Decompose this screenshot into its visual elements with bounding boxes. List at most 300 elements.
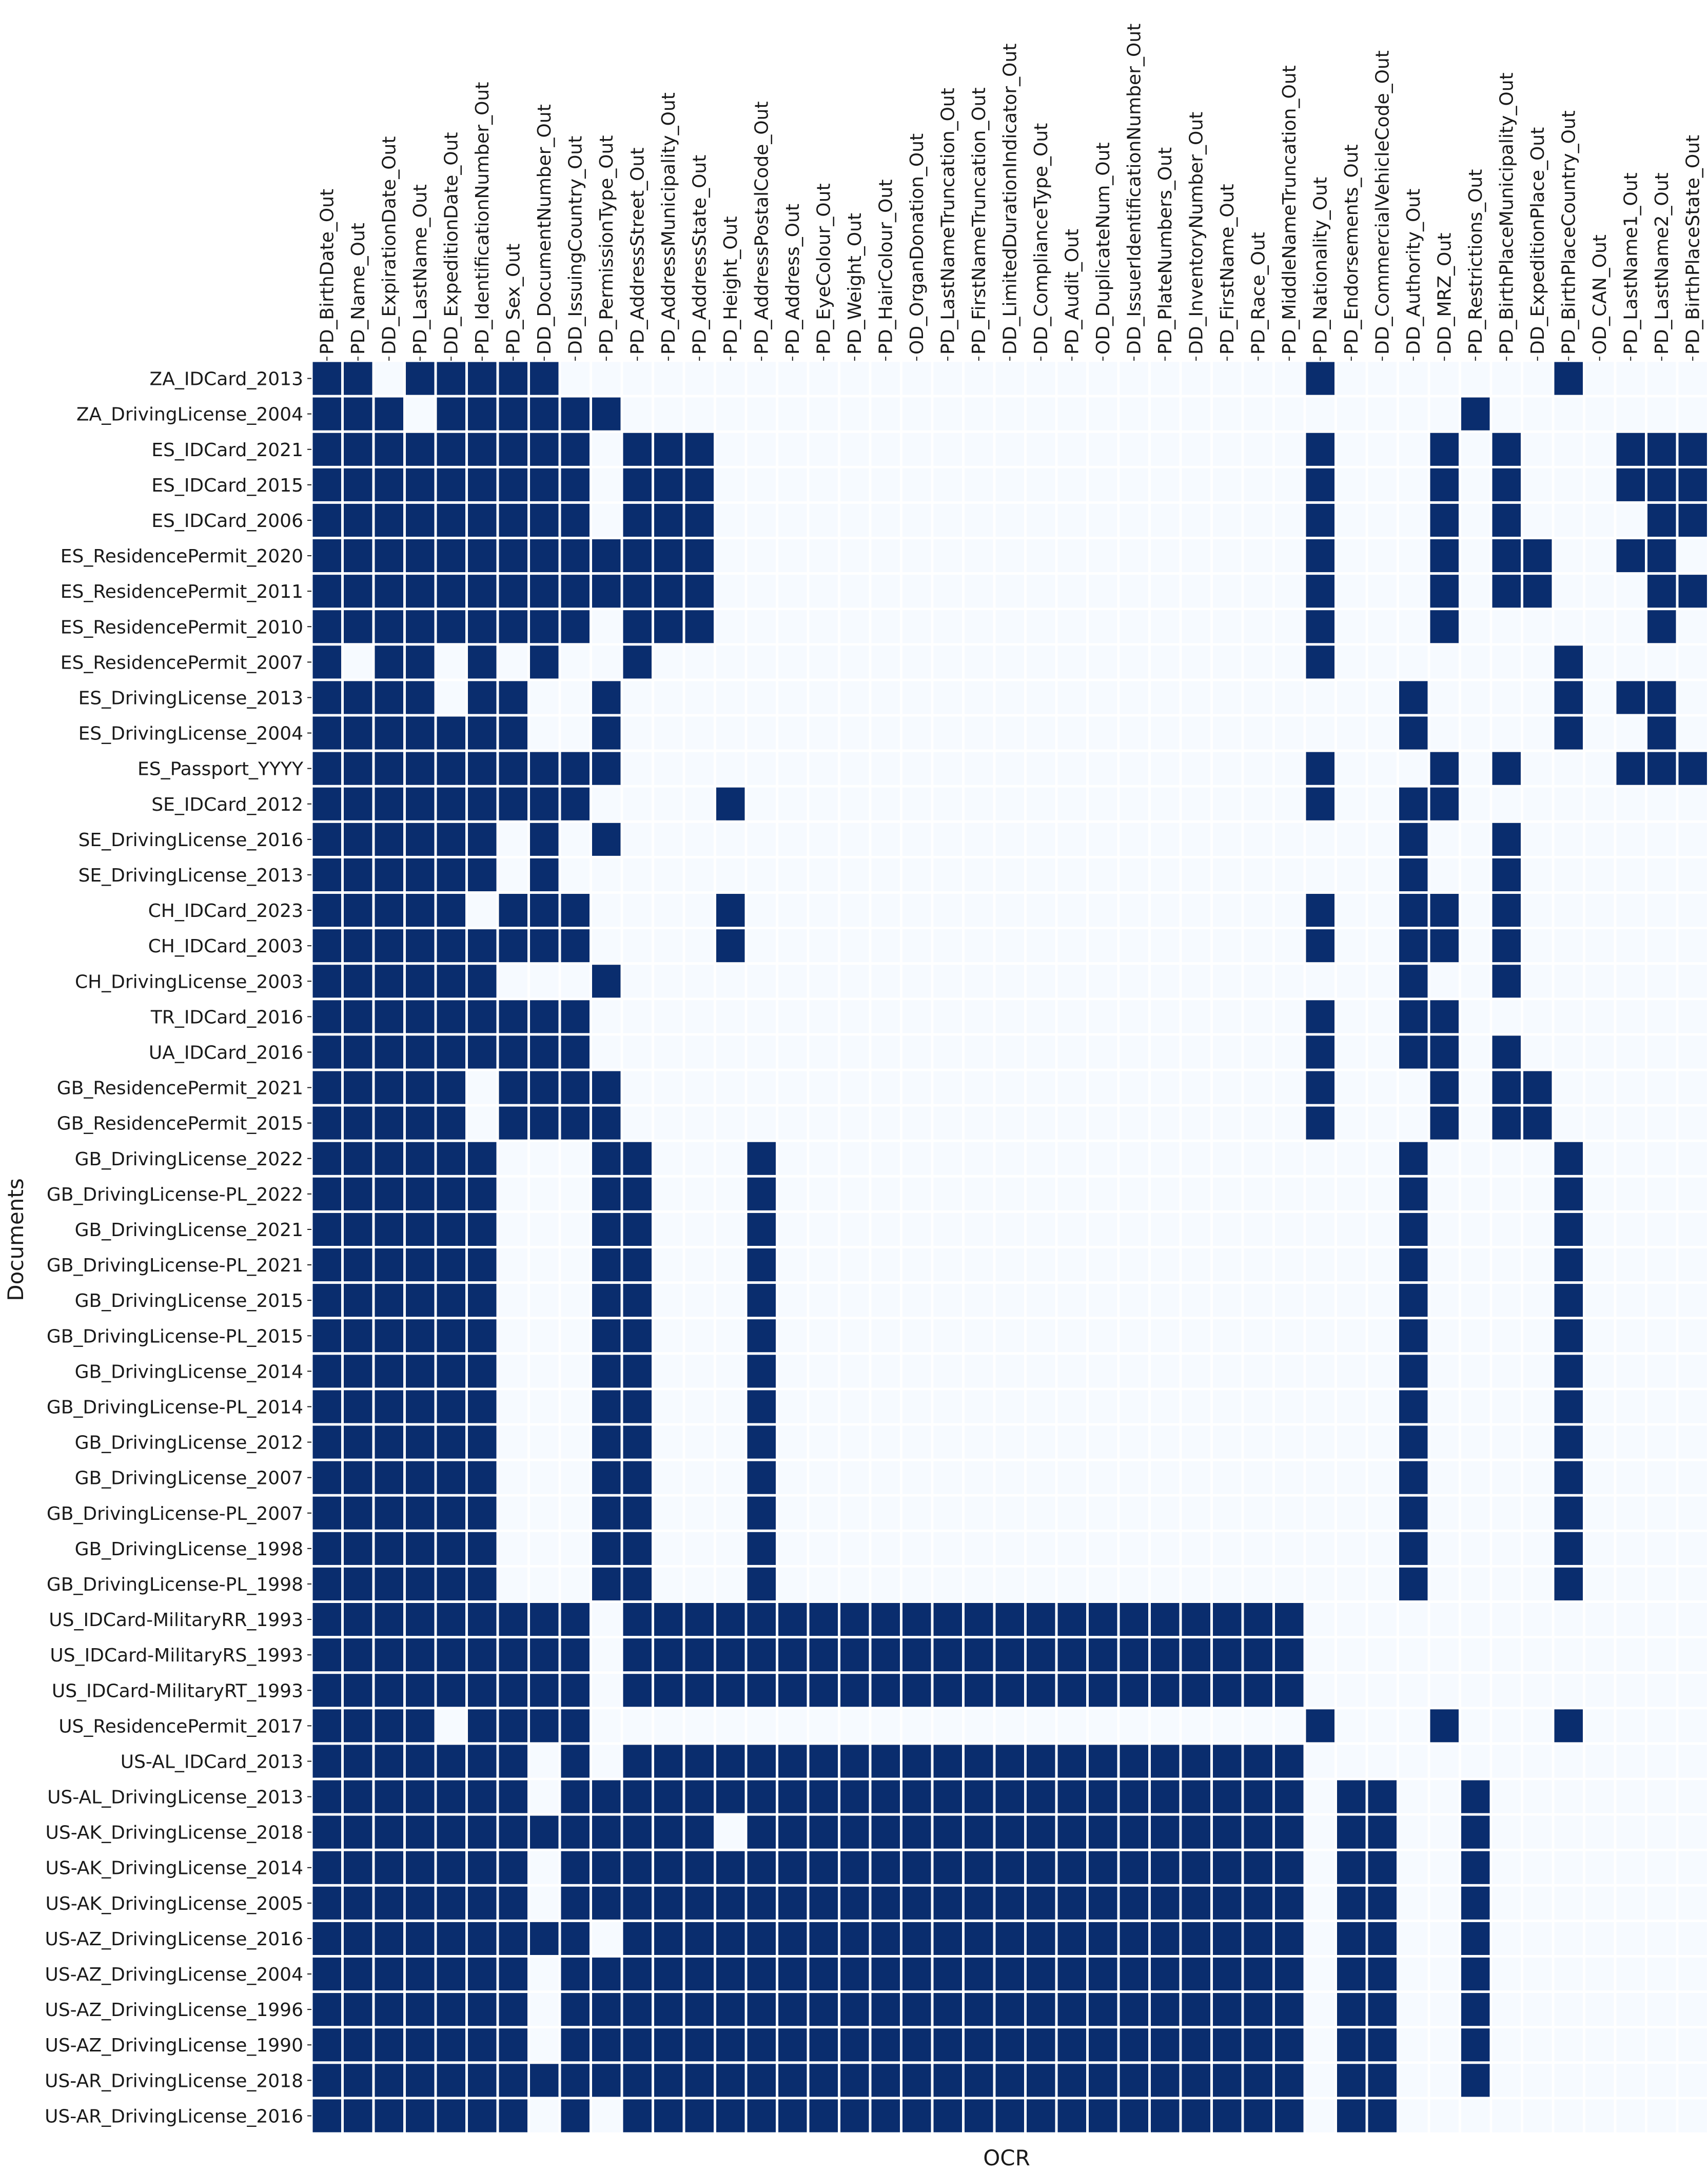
heatmap-cell — [748, 1781, 776, 1813]
heatmap-cell — [1399, 575, 1428, 608]
heatmap-cell — [623, 433, 652, 466]
heatmap-cell — [1493, 1887, 1521, 1920]
heatmap-cell — [1151, 1213, 1180, 1246]
heatmap-cell — [406, 1035, 435, 1068]
heatmap-cell — [375, 398, 404, 431]
heatmap-cell — [406, 504, 435, 537]
heatmap-cell — [623, 468, 652, 501]
heatmap-cell — [965, 468, 993, 501]
heatmap-cell — [1337, 1603, 1366, 1636]
heatmap-cell — [1151, 504, 1180, 537]
heatmap-cell — [1151, 1390, 1180, 1423]
heatmap-cell — [375, 1319, 404, 1352]
heatmap-cell — [499, 1319, 528, 1352]
heatmap-cell — [1647, 504, 1676, 537]
heatmap-cell — [1027, 2064, 1055, 2097]
heatmap-cell — [1461, 965, 1490, 998]
heatmap-cell — [965, 894, 993, 927]
heatmap-cell — [1647, 1142, 1676, 1175]
heatmap-cell — [840, 1142, 869, 1175]
heatmap-cell — [840, 1993, 869, 2026]
x-tick-label: PD_HairColour_Out — [875, 179, 897, 355]
heatmap-cell — [561, 965, 590, 998]
heatmap-cell — [840, 610, 869, 643]
heatmap-cell — [1027, 1568, 1055, 1600]
heatmap-cell — [1617, 646, 1645, 678]
heatmap-cell — [810, 1284, 838, 1317]
heatmap-cell — [1244, 1603, 1273, 1636]
heatmap-cell — [1399, 1887, 1428, 1920]
heatmap-cell — [592, 1142, 621, 1175]
heatmap-cell — [840, 2064, 869, 2097]
heatmap-cell — [1151, 362, 1180, 395]
heatmap-cell — [685, 1284, 714, 1317]
heatmap-cell — [1368, 1000, 1397, 1033]
heatmap-cell — [530, 1603, 559, 1636]
heatmap-cell — [1555, 681, 1583, 714]
heatmap-cell — [623, 1355, 652, 1387]
heatmap-cell — [716, 1035, 745, 1068]
x-tick-label: PD_BirthDate_Out — [317, 188, 338, 355]
heatmap-cell — [375, 646, 404, 678]
heatmap-cell — [1368, 717, 1397, 750]
heatmap-cell — [654, 1213, 683, 1246]
heatmap-cell — [716, 1178, 745, 1210]
heatmap-cell — [872, 1178, 900, 1210]
y-tick-label: GB_DrivingLicense-PL_2022 — [46, 1184, 303, 1205]
heatmap-cell — [654, 1745, 683, 1777]
heatmap-cell — [530, 717, 559, 750]
heatmap-cell — [685, 1319, 714, 1352]
heatmap-cell — [654, 894, 683, 927]
heatmap-cell — [1089, 965, 1117, 998]
heatmap-cell — [996, 2028, 1025, 2061]
heatmap-cell — [716, 362, 745, 395]
heatmap-cell — [313, 646, 342, 678]
heatmap-cell — [499, 1284, 528, 1317]
heatmap-cell — [1244, 2064, 1273, 2097]
y-tick-label: GB_DrivingLicense-PL_2015 — [46, 1326, 303, 1347]
heatmap-cell — [1461, 1638, 1490, 1671]
heatmap-cell — [1058, 717, 1087, 750]
heatmap-cell — [313, 2064, 342, 2097]
heatmap-cell — [716, 610, 745, 643]
heatmap-cell — [685, 1674, 714, 1707]
heatmap-cell — [902, 1745, 931, 1777]
heatmap-cell — [1647, 1958, 1676, 1990]
heatmap-cell — [1493, 575, 1521, 608]
heatmap-cell — [1058, 1958, 1087, 1990]
heatmap-cell — [654, 823, 683, 856]
heatmap-cell — [1089, 1709, 1117, 1742]
heatmap-cell — [437, 1461, 466, 1494]
heatmap-cell — [872, 929, 900, 962]
heatmap-cell — [1647, 1000, 1676, 1033]
heatmap-cell — [1647, 681, 1676, 714]
heatmap-cell — [1493, 362, 1521, 395]
heatmap-cell — [468, 1178, 497, 1210]
heatmap-cell — [1430, 646, 1459, 678]
heatmap-cell — [872, 717, 900, 750]
y-tick-label: GB_DrivingLicense_2015 — [74, 1290, 303, 1312]
heatmap-cell — [592, 1568, 621, 1600]
heatmap-cell — [748, 1107, 776, 1140]
heatmap-cell — [872, 1568, 900, 1600]
heatmap-cell — [810, 823, 838, 856]
heatmap-cell — [965, 1958, 993, 1990]
heatmap-cell — [902, 2028, 931, 2061]
x-tick-label: PD_LastName2_Out — [1651, 172, 1673, 355]
x-tick-label: DD_InventoryNumber_Out — [1186, 111, 1207, 355]
heatmap-cell — [810, 1142, 838, 1175]
heatmap-cell — [1585, 2064, 1614, 2097]
heatmap-cell — [375, 1958, 404, 1990]
heatmap-cell — [530, 504, 559, 537]
heatmap-cell — [592, 1851, 621, 1884]
heatmap-cell — [1306, 1461, 1335, 1494]
heatmap-cell — [1647, 539, 1676, 572]
heatmap-cell — [934, 1284, 963, 1317]
heatmap-cell — [561, 1816, 590, 1849]
heatmap-cell — [499, 1107, 528, 1140]
heatmap-cell — [1151, 1284, 1180, 1317]
heatmap-cell — [406, 1674, 435, 1707]
heatmap-cell — [872, 433, 900, 466]
heatmap-cell — [1120, 1887, 1149, 1920]
heatmap-cell — [437, 610, 466, 643]
heatmap-cell — [1337, 1993, 1366, 2026]
heatmap-cell — [1058, 965, 1087, 998]
heatmap-cell — [1493, 1993, 1521, 2026]
heatmap-cell — [1555, 1248, 1583, 1281]
heatmap-cell — [406, 610, 435, 643]
heatmap-cell — [1120, 2064, 1149, 2097]
heatmap-cell — [1679, 504, 1707, 537]
heatmap-cell — [1368, 752, 1397, 785]
heatmap-cell — [1399, 1781, 1428, 1813]
heatmap-cell — [965, 2028, 993, 2061]
heatmap-cell — [1275, 823, 1304, 856]
heatmap-cell — [1120, 1355, 1149, 1387]
heatmap-cell — [902, 1071, 931, 1104]
heatmap-cell — [1089, 1887, 1117, 1920]
heatmap-cell — [468, 1674, 497, 1707]
heatmap-cell — [1585, 1603, 1614, 1636]
heatmap-cell — [810, 1781, 838, 1813]
heatmap-cell — [1523, 1922, 1552, 1955]
heatmap-cell — [716, 1745, 745, 1777]
heatmap-cell — [840, 1071, 869, 1104]
heatmap-cell — [1244, 894, 1273, 927]
heatmap-cell — [1523, 1709, 1552, 1742]
heatmap-cell — [748, 610, 776, 643]
heatmap-cell — [1647, 468, 1676, 501]
heatmap-cell — [1275, 1709, 1304, 1742]
heatmap-cell — [1368, 539, 1397, 572]
heatmap-cell — [1120, 1142, 1149, 1175]
heatmap-cell — [530, 2028, 559, 2061]
heatmap-cell — [1523, 1142, 1552, 1175]
heatmap-cell — [406, 362, 435, 395]
heatmap-cell — [1399, 681, 1428, 714]
heatmap-cell — [1368, 1319, 1397, 1352]
heatmap-cell — [1555, 1426, 1583, 1459]
x-tick-label: PD_IdentificationNumber_Out — [472, 82, 493, 355]
heatmap-cell — [934, 1319, 963, 1352]
heatmap-cell — [1617, 2099, 1645, 2132]
heatmap-cell — [778, 1248, 807, 1281]
heatmap-cell — [1461, 858, 1490, 891]
heatmap-cell — [872, 398, 900, 431]
heatmap-cell — [716, 1107, 745, 1140]
heatmap-cell — [437, 2099, 466, 2132]
heatmap-cell — [1523, 1745, 1552, 1777]
heatmap-cell — [1182, 752, 1211, 785]
heatmap-cell — [1368, 468, 1397, 501]
heatmap-cell — [1182, 1284, 1211, 1317]
heatmap-cell — [375, 1178, 404, 1210]
heatmap-cell — [840, 539, 869, 572]
heatmap-cell — [344, 1603, 372, 1636]
heatmap-cell — [1275, 398, 1304, 431]
heatmap-cell — [840, 965, 869, 998]
heatmap-cell — [1368, 823, 1397, 856]
heatmap-cell — [530, 2099, 559, 2132]
heatmap-cell — [561, 752, 590, 785]
heatmap-cell — [965, 1178, 993, 1210]
heatmap-cell — [406, 752, 435, 785]
heatmap-cell — [1337, 1035, 1366, 1068]
heatmap-cell — [902, 1248, 931, 1281]
heatmap-cell — [902, 433, 931, 466]
heatmap-cell — [1027, 1071, 1055, 1104]
heatmap-cell — [375, 823, 404, 856]
heatmap-cell — [1027, 1355, 1055, 1387]
heatmap-cell — [1399, 468, 1428, 501]
heatmap-cell — [1647, 1426, 1676, 1459]
heatmap-cell — [499, 610, 528, 643]
heatmap-cell — [499, 1178, 528, 1210]
heatmap-cell — [840, 1355, 869, 1387]
heatmap-cell — [1213, 539, 1242, 572]
heatmap-cell — [748, 398, 776, 431]
heatmap-cell — [1306, 1922, 1335, 1955]
heatmap-cell — [375, 1284, 404, 1317]
heatmap-cell — [530, 1142, 559, 1175]
heatmap-cell — [840, 1390, 869, 1423]
heatmap-cell — [561, 468, 590, 501]
heatmap-cell — [654, 468, 683, 501]
heatmap-cell — [996, 1390, 1025, 1423]
heatmap-cell — [1182, 1887, 1211, 1920]
heatmap-cell — [1120, 1709, 1149, 1742]
heatmap-cell — [1399, 788, 1428, 820]
y-tick-label: US-AR_DrivingLicense_2016 — [45, 2106, 303, 2127]
heatmap-cell — [996, 646, 1025, 678]
heatmap-cell — [996, 1816, 1025, 1849]
heatmap-cell — [1306, 468, 1335, 501]
heatmap-cell — [1120, 1319, 1149, 1352]
heatmap-cell — [313, 362, 342, 395]
heatmap-cell — [1182, 1709, 1211, 1742]
heatmap-cell — [1368, 1638, 1397, 1671]
heatmap-cell — [1337, 1390, 1366, 1423]
heatmap-cell — [778, 823, 807, 856]
heatmap-cell — [872, 965, 900, 998]
heatmap-cell — [1585, 1035, 1614, 1068]
heatmap-cell — [1337, 717, 1366, 750]
heatmap-cell — [1306, 1781, 1335, 1813]
heatmap-cell — [1647, 894, 1676, 927]
heatmap-cell — [902, 610, 931, 643]
heatmap-cell — [748, 1568, 776, 1600]
heatmap-cell — [1679, 1709, 1707, 1742]
heatmap-cell — [1306, 610, 1335, 643]
heatmap-cell — [1120, 504, 1149, 537]
heatmap-cell — [996, 539, 1025, 572]
heatmap-cell — [1213, 362, 1242, 395]
heatmap-cell — [313, 468, 342, 501]
heatmap-cell — [561, 1390, 590, 1423]
heatmap-cell — [748, 1887, 776, 1920]
heatmap-cell — [1647, 362, 1676, 395]
heatmap-cell — [1244, 823, 1273, 856]
heatmap-cell — [375, 1107, 404, 1140]
heatmap-cell — [623, 2099, 652, 2132]
heatmap-cell — [437, 1745, 466, 1777]
heatmap-cell — [1337, 681, 1366, 714]
heatmap-cell — [1027, 1922, 1055, 1955]
heatmap-cell — [1555, 1284, 1583, 1317]
heatmap-cell — [468, 1816, 497, 1849]
heatmap-cell — [840, 1922, 869, 1955]
heatmap-cell — [965, 1745, 993, 1777]
heatmap-cell — [1493, 1922, 1521, 1955]
heatmap-cell — [1555, 646, 1583, 678]
heatmap-cell — [313, 610, 342, 643]
heatmap-cell — [499, 1958, 528, 1990]
heatmap-cell — [1368, 1178, 1397, 1210]
heatmap-cell — [406, 468, 435, 501]
heatmap-cell — [437, 1638, 466, 1671]
x-tick-label: PD_Weight_Out — [844, 212, 866, 355]
heatmap-cell — [934, 1071, 963, 1104]
heatmap-cell — [499, 1709, 528, 1742]
heatmap-cell — [313, 1816, 342, 1849]
heatmap-cell — [437, 823, 466, 856]
heatmap-cell — [344, 894, 372, 927]
heatmap-cell — [1461, 433, 1490, 466]
heatmap-cell — [1275, 1922, 1304, 1955]
heatmap-cell — [996, 717, 1025, 750]
heatmap-cell — [996, 1142, 1025, 1175]
heatmap-cell — [1585, 929, 1614, 962]
heatmap-cell — [375, 1071, 404, 1104]
y-tick-label: GB_ResidencePermit_2021 — [56, 1078, 303, 1099]
heatmap-cell — [902, 1461, 931, 1494]
heatmap-cell — [1555, 1603, 1583, 1636]
heatmap-cell — [1679, 575, 1707, 608]
heatmap-cell — [934, 2028, 963, 2061]
heatmap-cell — [810, 1568, 838, 1600]
heatmap-cell — [778, 965, 807, 998]
heatmap-cell — [375, 894, 404, 927]
heatmap-cell — [1306, 1745, 1335, 1777]
heatmap-cell — [499, 788, 528, 820]
heatmap-cell — [902, 752, 931, 785]
heatmap-cell — [1368, 1709, 1397, 1742]
heatmap-cell — [499, 1000, 528, 1033]
heatmap-cell — [1523, 1851, 1552, 1884]
heatmap-cell — [1275, 1355, 1304, 1387]
heatmap-cell — [1647, 858, 1676, 891]
x-tick-label: PD_PlateNumbers_Out — [1154, 147, 1176, 355]
heatmap-cell — [1493, 2028, 1521, 2061]
heatmap-cell — [1244, 1071, 1273, 1104]
heatmap-cell — [1306, 1674, 1335, 1707]
heatmap-cell — [778, 1781, 807, 1813]
heatmap-cell — [1647, 1638, 1676, 1671]
heatmap-cell — [1430, 1922, 1459, 1955]
heatmap-cell — [1493, 1000, 1521, 1033]
heatmap-cell — [1337, 1958, 1366, 1990]
heatmap-cell — [934, 1426, 963, 1459]
heatmap-cell — [778, 2028, 807, 2061]
heatmap-cell — [965, 1035, 993, 1068]
heatmap-cell — [1461, 1426, 1490, 1459]
heatmap-cell — [1647, 1461, 1676, 1494]
heatmap-cell — [1120, 681, 1149, 714]
heatmap-cell — [1555, 1887, 1583, 1920]
heatmap-cell — [1151, 823, 1180, 856]
heatmap-cell — [1275, 468, 1304, 501]
heatmap-cell — [654, 398, 683, 431]
heatmap-cell — [1368, 1248, 1397, 1281]
heatmap-cell — [685, 1497, 714, 1530]
heatmap-cell — [1585, 539, 1614, 572]
heatmap-cell — [1182, 1035, 1211, 1068]
heatmap-cell — [716, 894, 745, 927]
y-tick-label: US-AK_DrivingLicense_2018 — [45, 1822, 303, 1844]
heatmap-cell — [1617, 1674, 1645, 1707]
heatmap-cell — [1430, 1993, 1459, 2026]
heatmap-cell — [1555, 1461, 1583, 1494]
heatmap-cell — [1493, 1355, 1521, 1387]
heatmap-cell — [561, 398, 590, 431]
heatmap-cell — [1617, 1000, 1645, 1033]
heatmap-cell — [716, 1674, 745, 1707]
heatmap-cell — [1151, 681, 1180, 714]
heatmap-cell — [1430, 1319, 1459, 1352]
heatmap-cell — [872, 1709, 900, 1742]
heatmap-cell — [1555, 1497, 1583, 1530]
heatmap-cell — [530, 1035, 559, 1068]
heatmap-cell — [1089, 504, 1117, 537]
heatmap-cell — [592, 894, 621, 927]
heatmap-cell — [778, 894, 807, 927]
x-tick-label: PD_Restrictions_Out — [1465, 169, 1486, 355]
y-tick-label: US_IDCard-MilitaryRS_1993 — [50, 1645, 303, 1667]
heatmap-cell — [965, 788, 993, 820]
heatmap-cell — [1647, 1887, 1676, 1920]
heatmap-cell — [1182, 1319, 1211, 1352]
heatmap-cell — [996, 1958, 1025, 1990]
heatmap-cell — [530, 1568, 559, 1600]
x-tick-label: DD_LimitedDurationIndicator_Out — [999, 43, 1021, 355]
heatmap-cell — [1058, 646, 1087, 678]
heatmap-cell — [1337, 1851, 1366, 1884]
heatmap-cell — [996, 1000, 1025, 1033]
